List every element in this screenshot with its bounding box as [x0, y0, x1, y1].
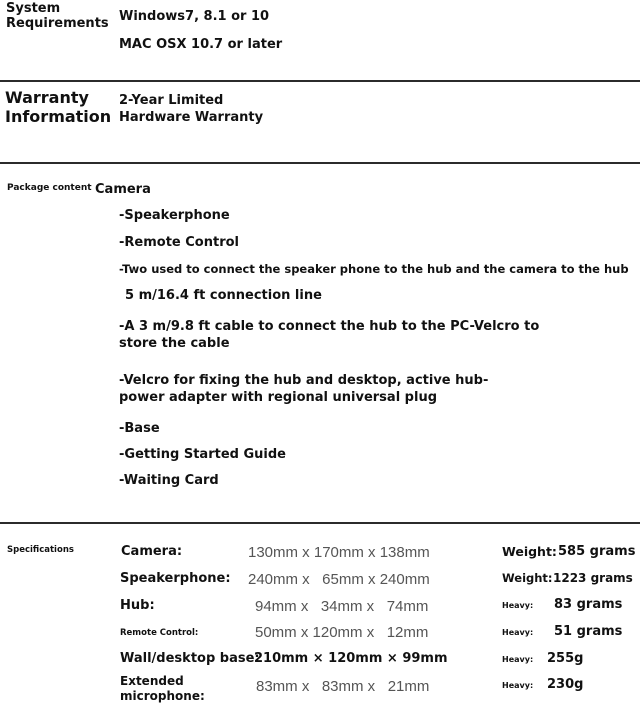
- spec-weight-label: Heavy:: [502, 681, 534, 690]
- package-item: -Two used to connect the speaker phone to the hub and the camera to the hub: [119, 262, 629, 276]
- spec-weight-label: Heavy:: [502, 655, 534, 664]
- spec-weight-camera: 585 grams: [558, 544, 636, 559]
- divider: [0, 162, 640, 164]
- spec-name-hub: Hub:: [120, 598, 155, 613]
- spec-name-extended-microphone: Extended microphone:: [120, 674, 205, 703]
- package-item: -A 3 m/9.8 ft cable to connect the hub to the PC-Velcro to store the cable: [119, 319, 540, 351]
- system-req-windows: Windows7, 8.1 or 10: [119, 9, 270, 24]
- spec-dims-extended-microphone: 83mm x 83mm x 21mm: [256, 678, 430, 695]
- spec-name-speakerphone: Speakerphone:: [120, 571, 231, 586]
- spec-weight-label: Heavy:: [502, 628, 534, 637]
- package-item: 5 m/16.4 ft connection line: [125, 288, 322, 303]
- package-content-label: Package content: [7, 183, 92, 193]
- spec-weight-extended-microphone: 230g: [547, 677, 584, 692]
- package-item: -Remote Control: [119, 235, 239, 250]
- spec-dims-wall-base: 210mm × 120mm × 99mm: [254, 651, 448, 666]
- specifications-label: Specifications: [7, 545, 74, 555]
- package-item: Camera: [95, 182, 151, 197]
- divider: [0, 80, 640, 82]
- spec-weight-hub: 83 grams: [554, 597, 623, 612]
- spec-weight-speakerphone: 1223 grams: [553, 571, 633, 585]
- package-item: -Waiting Card: [119, 473, 219, 488]
- package-item: -Base: [119, 421, 160, 436]
- warranty-label: Warranty Information: [5, 88, 112, 126]
- spec-dims-remote-control: 50mm x 120mm x 12mm: [255, 624, 429, 641]
- spec-weight-remote-control: 51 grams: [554, 624, 623, 639]
- package-item: -Velcro for fixing the hub and desktop, active hub- power adapter with regional universal plug: [119, 373, 489, 405]
- spec-weight-wall-base: 255g: [547, 651, 584, 666]
- spec-weight-label: Weight:: [502, 544, 557, 559]
- spec-weight-label: Heavy:: [502, 601, 534, 610]
- spec-dims-speakerphone: 240mm x 65mm x 240mm: [248, 571, 430, 588]
- warranty-value: 2-Year Limited Hardware Warranty: [119, 93, 264, 125]
- package-item: -Getting Started Guide: [119, 447, 286, 462]
- spec-name-remote-control: Remote Control:: [120, 628, 199, 638]
- package-item: -Speakerphone: [119, 208, 230, 223]
- spec-name-wall-base: Wall/desktop base:: [120, 651, 260, 666]
- spec-dims-hub: 94mm x 34mm x 74mm: [255, 598, 429, 615]
- spec-weight-label: Weight:: [502, 571, 553, 585]
- spec-dims-camera: 130mm x 170mm x 138mm: [248, 544, 430, 561]
- divider: [0, 522, 640, 524]
- system-requirements-label: System Requirements: [6, 1, 109, 31]
- system-req-mac: MAC OSX 10.7 or later: [119, 37, 283, 52]
- spec-name-camera: Camera:: [121, 544, 183, 559]
